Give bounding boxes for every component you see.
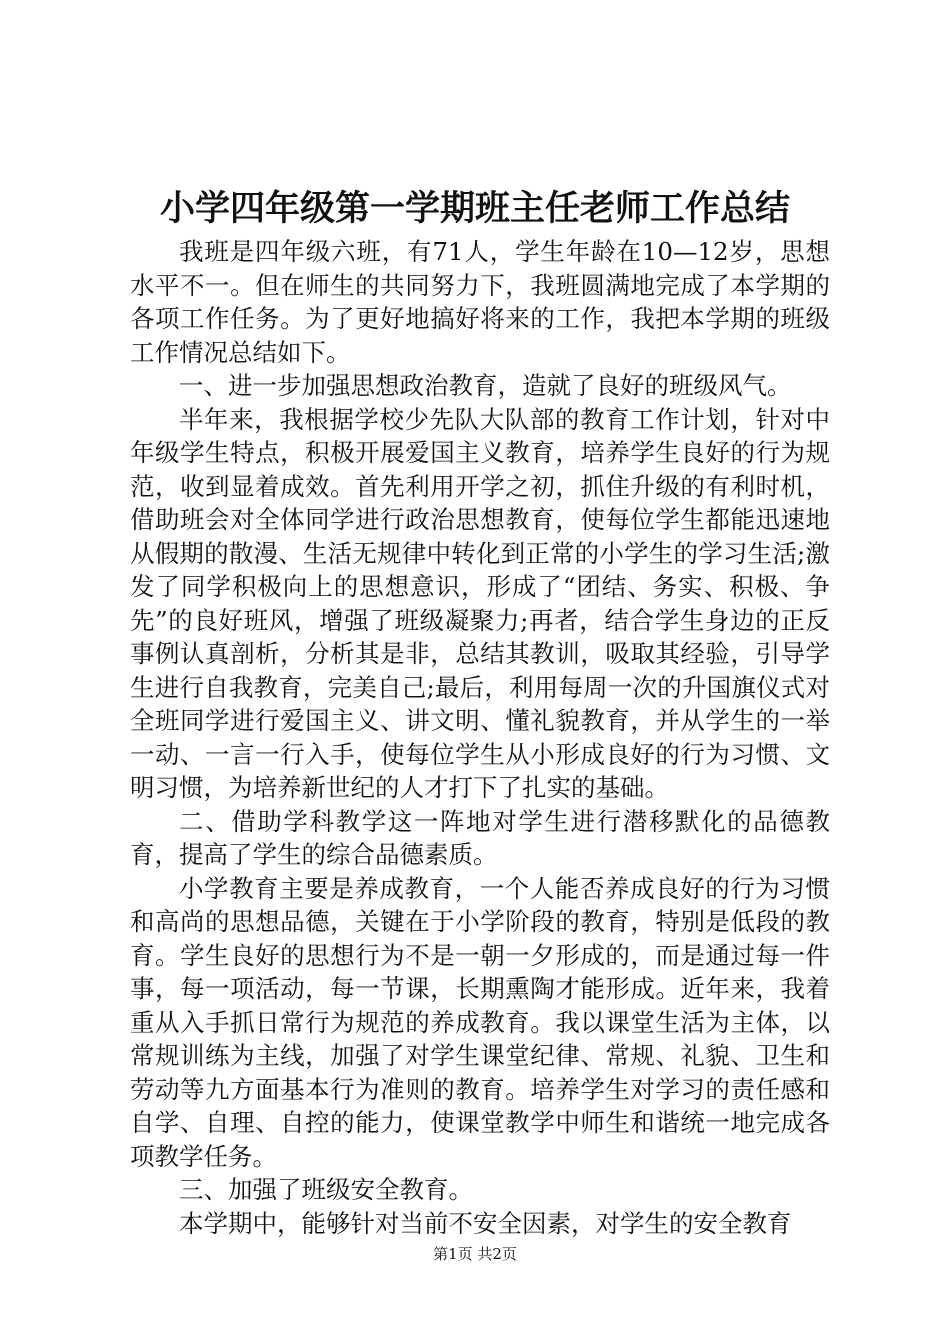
paragraph-section-2: 小学教育主要是养成教育，一个人能否养成良好的行为习惯和高尚的思想品德，关键在于小学阶段的教育，特别是低段的教育。学生良好的思想行为不是一朝一夕形成的，而是通过每一件事，每一项活动，每一节课，长期熏陶才能形成。近年来，我着重从入手抓日常行为规范的养成教育。我以课堂生活为主体，以常规训练为主线，加强了对学生课堂纪律、常规、礼貌、卫生和劳动等九方面基本行为准则的教育。培养学生对学习的责任感和自学、自理、自控的能力，使课堂教学中师生和谐统一地完成各项教学任务。 <box>130 873 830 1171</box>
section-heading-1: 一、进一步加强思想政治教育，造就了良好的班级风气。 <box>179 371 792 400</box>
document-title: 小学四年级第一学期班主任老师工作总结 <box>159 189 790 229</box>
document-body <box>130 235 830 1240</box>
paragraph-section-3: 本学期中，能够针对当前不安全因素，对学生的安全教育 <box>179 1208 792 1238</box>
paragraph-section-1: 半年来，我根据学校少先队大队部的教育工作计划，针对中年级学生特点，积极开展爱国主义教育，培养学生良好的行为规范，收到显着成效。首先利用开学之初，抓住升级的有利时机，借助班会对全体同学进行政治思想教育，使每位学生都能迅速地从假期的散漫、生活无规律中转化到正常的小学生的学习生活;激发了同学积极向上的思想意识，形成了“团结、务实、积极、争先”的良好班风，增强了班级凝聚力;再者，结合学生身边的正反事例认真剖析，分析其是非，总结其教训，吸取其经验，引导学生进行自我教育，完美自己;最后，利用每周一次的升国旗仪式对全班同学进行爱国主义、讲文明、懂礼貌教育，并从学生的一举一动、一言一行入手，使每位学生从小形成良好的行为习惯、文明习惯，为培养新世纪的人才打下了扎实的基础。 <box>130 404 830 802</box>
paragraph-intro: 我班是四年级六班，有71人，学生年龄在10—12岁，思想水平不一。但在师生的共同努力下，我班圆满地完成了本学期的各项工作任务。为了更好地搞好将来的工作，我把本学期的班级工作情况总结如下。 <box>130 237 830 367</box>
section-heading-3: 三、加强了班级安全教育。 <box>179 1175 473 1204</box>
section-heading-2: 二、借助学科教学这一阵地对学生进行潜移默化的品德教育，提高了学生的综合品德素质。 <box>130 806 830 869</box>
page-number-footer: 第1页 共2页 <box>433 1245 517 1263</box>
